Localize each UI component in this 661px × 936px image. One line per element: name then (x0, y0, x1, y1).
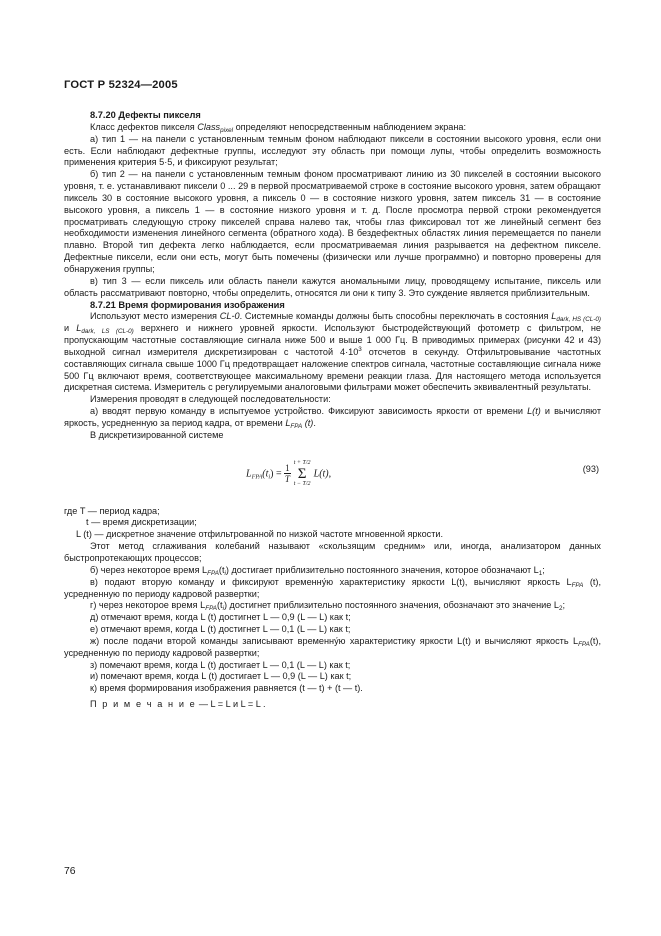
formula-number: (93) (582, 463, 599, 474)
standard-header: ГОСТ Р 52324—2005 (64, 79, 178, 91)
summation: t + T/2 Σ t − T/2 (293, 459, 311, 487)
paragraph-step-g: ж) после подачи второй команды записывают временну́ю характеристику яркости L(t) и вычисляют яркость $L_{FPA}(t)$, усредненную по периоду кадровой развертки; (64, 635, 601, 658)
page-number: 76 (64, 866, 76, 877)
paragraph-step-e: д) отмечают время, когда L (t) достигнет L — 0,9 (L — L) как t; (90, 612, 351, 623)
fraction: $\frac{1}{T}$ (284, 463, 290, 485)
paragraph-step-f: е) отмечают время, когда L (t) достигнет L — 0,1 (L — L) как t; (90, 624, 351, 635)
section-heading-8-7-21: 8.7.21 Время формирования изображения (90, 299, 285, 310)
paragraph-type-3: в) тип 3 — если пиксель или область панели кажутся аномальными лицу, проводящему испытание, пиксель или область рассматривают повторно, чтобы определить, относятся ли они к типу 3. Это суждение является приблизительным. (64, 275, 601, 298)
where-line: t — время дискретизации; (86, 517, 197, 528)
section-heading-8-7-20: 8.7.20 Дефекты пикселя (90, 110, 201, 120)
paragraph-step-i: и) помечают время, когда L (t) достигает L — 0,9 (L — L) как t; (90, 671, 352, 682)
paragraph-step-b: б) через некоторое время $L_{FPA}(t_i)$ достигает приблизительно постоянного значения, которое обозначают $L_1$; (90, 564, 545, 577)
where-line: L (t) — дискретное значение отфильтрованной по низкой частоте мгновенной яркости. (76, 529, 444, 540)
paragraph: Класс дефектов пикселя Class$_{pixel}$ определяют непосредственным наблюдением экрана: (90, 121, 467, 134)
paragraph-step-h: з) помечают время, когда L (t) достигает L — 0,1 (L — L) как t; (90, 659, 351, 670)
paragraph-step-d: г) через некоторое время $L_{FPA}(t_i)$ достигнет приблизительно постоянного значения, обозначают это значение $L_2$; (90, 600, 566, 613)
paragraph: В дискретизированной системе (90, 429, 224, 440)
paragraph-step-a: а) вводят первую команду в испытуемое устройство. Фиксируют зависимость яркости от времени L(t) и вычисляют яркость, усредненную за период кадра, от времени $L_{FPA}$ (t). (64, 406, 601, 430)
paragraph: Используют место измерения CL-0. Системные команды должны быть способны переключать в состояния $L_{dark, HS (CL-0)}$ и $L_{dark, LS (CL-0)}$ верхнего и нижнего уровней яркости. Используют быстродействующий фотометр с фильтром, не пропускающим частотные составляющие сигнала ниже 500 и выше 1 000 Гц. В приводимых примерах (рисунки 42 и 43) выходной сигнал измерителя дискретизирован с частотой $4\cdot 10^3$ отсчетов в секунду. Отфильтровывание частотных составляющих сигнала свыше 1000 Гц предотвращает наложение спектров сигнала, частотные составляющие сигнала ниже 500 Гц включают время, соответствующее максимальному времени реакции глаза. Для настоящего метода используется дискретная система. Измеритель с регулируемыми аналоговыми фильтрами может обеспечить эквивалентный результаты. (64, 311, 601, 393)
paragraph-step-c: в) подают вторую команду и фиксируют временну́ю характеристику яркости L(t), вычисляют яркость $L_{FPA}$ (t), усредненную по периоду кадровой развертки; (64, 576, 601, 599)
paragraph-type-1: а) тип 1 — на панели с установленным темным фоном наблюдают пиксели в состоянии высокого уровня, если они есть. Если наблюдают дефектные группы, исследуют эту область при помощи лупы, чтобы определить возможность применения критерия 5·5, и фиксируют результат; (64, 133, 601, 168)
paragraph: Измерения проводят в следующей последовательности: (90, 394, 331, 405)
note-label: П р и м е ч а н и е (90, 699, 197, 710)
paragraph-type-2: б) тип 2 — на панели с установленным темным фоном просматривают линию из 30 пикселей в состоянии высокого уровня, т. е. устанавливают пиксели 0 ... 29 в первой просматриваемой строке в состояние высокого уровня, затем обращают пиксель 30 в состояние высокого уровня, а пиксель 0 — в состояние низкого уровня, затем пиксель 31 — в состояние высокого уровня, а пиксель 1 — в состояние низкого уровня и т. д. После просмотра первой строки рекомендуется просматривать следующую строку пикселей справа налево так, чтобы глаз фиксировал тот же линейный сегмент без необходимости изменения линейного сегмента (обратного хода). В бездефектных областях линия перемещается по панели плавно. Второй тип дефекта легко наблюдается, если просматриваемая линия разрывается на дефектном пикселе. Дефектные пиксели, если они есть, могут быть помечены (физически или лучше программно) и повторно проверены для обнаружения группы; (64, 169, 601, 274)
where-line: где T — период кадра; (64, 505, 160, 516)
paragraph-step-j: к) время формирования изображения равняется (t — t) + (t — t). (90, 683, 363, 694)
formula-expression: $L_{FPA}(t_i)$ = $\frac{1}{T}$ t + T/2 Σ t − T/2 L(t), (246, 459, 332, 487)
note: П р и м е ч а н и е — L = L и L = L . (90, 699, 266, 710)
paragraph: Этот метод сглаживания колебаний называют «скользящим средним» или, иногда, анализатором данных быстропротекающих процессов; (64, 541, 601, 563)
formula-93 (64, 444, 601, 502)
document-body (64, 110, 601, 711)
